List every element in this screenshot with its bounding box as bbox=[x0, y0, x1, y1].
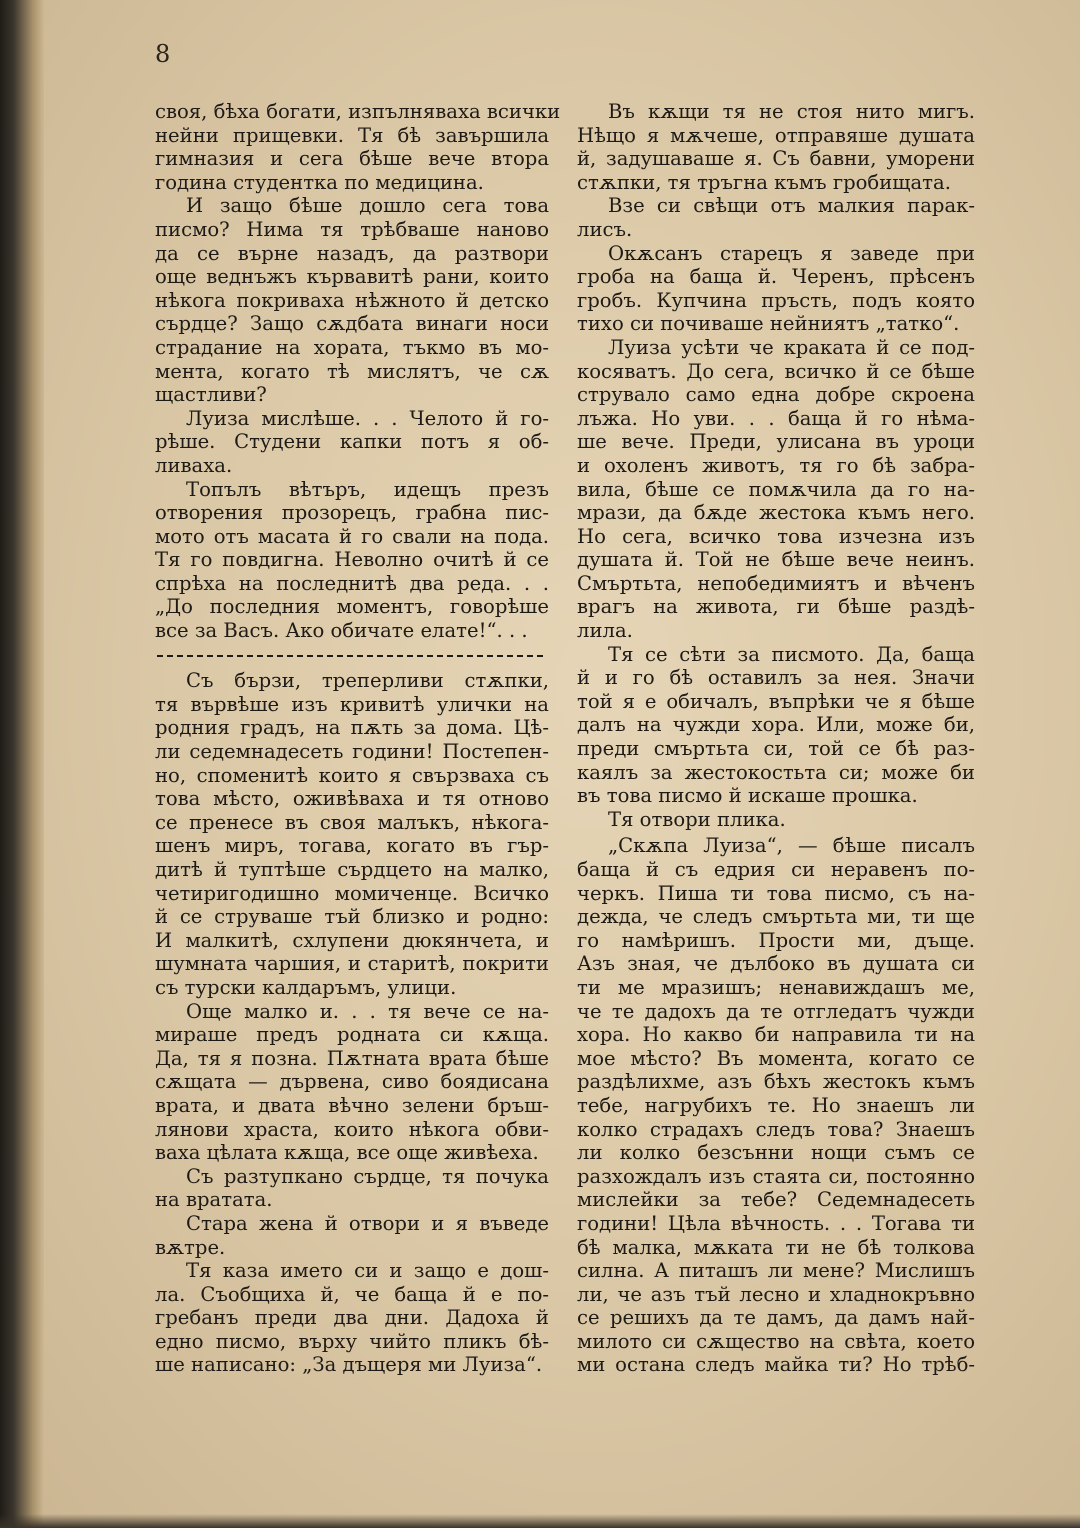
text-line: все за Васъ. Ако обичате елате!“. . . bbox=[155, 619, 528, 643]
text-line: баща й съ едрия си неравенъ по- bbox=[577, 858, 975, 881]
text-line: мислейки за тебе? Седемнадесеть bbox=[577, 1188, 975, 1212]
text-line: Азъ зная, че дълбоко въ душата си bbox=[577, 952, 975, 976]
text-line: мента, когато тѣ мислятъ, че сѫ bbox=[155, 359, 549, 383]
text-line: стѫпки, тя тръгна къмъ гробищата. bbox=[577, 170, 951, 194]
text-line: ли седемнадесеть години! Постепен- bbox=[155, 740, 549, 764]
text-line: й се струваше тъй близко и родно: bbox=[155, 905, 549, 929]
text-line: раздѣлихме, азъ бѣхъ жестокъ къмъ bbox=[577, 1070, 975, 1094]
text-line: черкъ. Пиша ти това писмо, съ на- bbox=[577, 881, 975, 905]
left-text-column bbox=[155, 100, 561, 1377]
text-line: Луиза мислѣше. . . Челото й го- bbox=[186, 406, 549, 430]
text-line: косяватъ. До сега, всичко й се бѣше bbox=[577, 359, 975, 383]
text-line: шенъ миръ, тогава, когато въ гър- bbox=[155, 834, 549, 858]
text-line: преди смъртьта си, той се бѣ раз- bbox=[577, 737, 975, 761]
text-line: Тя се сѣти за писмото. Да, баща bbox=[608, 642, 975, 666]
text-line: силна. А питашъ ли мене? Мислишъ bbox=[577, 1259, 975, 1283]
section-divider bbox=[155, 643, 549, 667]
text-line: И малкитѣ, схлупени дюкянчета, и bbox=[155, 928, 549, 952]
text-line: едно писмо, върху чийто пликъ бѣ- bbox=[155, 1329, 549, 1353]
text-line: лъжа. Но уви. . . баща й го нѣма- bbox=[577, 406, 975, 430]
text-line: че те дадохъ да те отгледатъ чужди bbox=[577, 999, 975, 1023]
text-line: бѣ малка, мѫката ти не бѣ толкова bbox=[577, 1235, 975, 1259]
text-line: Нѣщо я мѫчеше, отправяше душата bbox=[577, 123, 975, 147]
text-line: отворения прозорецъ, грабна пис- bbox=[155, 501, 549, 525]
text-line: ливаха. bbox=[155, 453, 233, 477]
text-line: Съ разтупкано сърдце, тя почука bbox=[186, 1164, 549, 1188]
text-line: хора. Но какво би направила ти на bbox=[577, 1023, 975, 1047]
text-line: гимназия и сега бѣше вече втора bbox=[155, 147, 549, 171]
text-line: четиригодишно момиченце. Всичко bbox=[155, 881, 549, 905]
text-line: душата й. Той не бѣше вече неинъ. bbox=[577, 548, 975, 572]
text-line: страдание на хората, тъкмо въ мо- bbox=[155, 335, 549, 359]
text-line: Окѫсанъ старецъ я заведе при bbox=[608, 241, 975, 265]
text-line: ше вече. Преди, улисана въ уроци bbox=[577, 430, 975, 454]
text-line: го намѣришъ. Прости ми, дъще. bbox=[577, 928, 975, 952]
text-line: тя вървѣше изъ кривитѣ улички на bbox=[155, 692, 549, 716]
text-line: „До последния моментъ, говорѣше bbox=[155, 595, 549, 619]
text-line: това мѣсто, оживѣваха и тя отново bbox=[155, 787, 549, 811]
text-line: гроба на баща й. Черенъ, прѣсенъ bbox=[577, 265, 975, 289]
text-line: каялъ за жестокостьта си; може би bbox=[577, 760, 975, 784]
text-line: писмо? Нима тя трѣбваше наново bbox=[155, 217, 549, 241]
text-line: вѫтре. bbox=[155, 1235, 226, 1259]
text-line: ла. Съобщиха й, че баща й е по- bbox=[155, 1282, 549, 1306]
text-line: той я е обичалъ, въпрѣки че я бѣше bbox=[577, 689, 975, 713]
text-line: още веднъжъ кървавитѣ рани, които bbox=[155, 265, 549, 289]
text-line: тебе, нагрубихъ те. Но знаешъ ли bbox=[577, 1093, 975, 1117]
text-line: И защо бѣше дошло сега това bbox=[186, 194, 549, 218]
text-line: врата, и двата вѣчно зелени бръш- bbox=[155, 1093, 549, 1117]
text-line: й и го бѣ оставилъ за нея. Значи bbox=[577, 666, 975, 690]
text-line: Още малко и. . . тя вече се на- bbox=[186, 999, 549, 1023]
text-line: Топълъ вѣтъръ, идещъ презъ bbox=[186, 477, 549, 501]
text-line: съ турски калдаръмъ, улици. bbox=[155, 975, 457, 999]
text-line: родния градъ, на пѫть за дома. Цѣ- bbox=[155, 716, 549, 740]
text-line: мираше предъ родната си кѫща. bbox=[155, 1023, 549, 1047]
text-line: й, задушаваше я. Съ бавни, уморени bbox=[577, 147, 975, 171]
text-line: гребанъ преди два дни. Дадоха й bbox=[155, 1306, 549, 1330]
text-line: години! Цѣла вѣчность. . . Тогава ти bbox=[577, 1211, 975, 1235]
text-line: Тя го повдигна. Неволно очитѣ й се bbox=[155, 548, 549, 572]
text-line: мото отъ масата й го свали на пода. bbox=[155, 524, 549, 548]
text-line: дежда, че следъ смъртьта ми, ти ще bbox=[577, 905, 975, 929]
text-line: гробъ. Купчина пръсть, подъ която bbox=[577, 288, 975, 312]
text-line: врагъ на живота, ги бѣше раздѣ- bbox=[577, 595, 975, 619]
text-line: на вратата. bbox=[155, 1188, 273, 1212]
text-line: ми остана следъ майка ти? Но трѣб- bbox=[577, 1353, 975, 1377]
text-line: ше написано: „За дъщеря ми Луиза“. bbox=[155, 1353, 543, 1377]
text-line: „Скѫпа Луиза“, — бѣше писалъ bbox=[608, 834, 975, 858]
text-line: милото си сѫщество на свѣта, което bbox=[577, 1329, 975, 1353]
text-line: ваха цѣлата кѫща, все още живѣеха. bbox=[155, 1141, 539, 1165]
text-line: мое мѣсто? Въ момента, когато се bbox=[577, 1046, 975, 1070]
text-line: и охоленъ животъ, тя го бѣ забра- bbox=[577, 453, 975, 477]
text-line: ли колко безсънни нощи съмъ се bbox=[577, 1141, 975, 1165]
text-line: нейни прищевки. Тя бѣ завършила bbox=[155, 123, 549, 147]
text-line: се пренесе въ своя малъкъ, нѣкога- bbox=[155, 810, 549, 834]
text-line: година студентка по медицина. bbox=[155, 170, 484, 194]
text-line: въ това писмо й искаше прошка. bbox=[577, 784, 918, 808]
text-line: своя, бѣха богати, изпълняваха всички bbox=[155, 100, 561, 123]
text-line: но, споменитѣ които я свързваха съ bbox=[155, 763, 549, 787]
text-line: лила. bbox=[577, 619, 633, 643]
text-line: вила, бѣше се помѫчила да го на- bbox=[577, 477, 975, 501]
text-line: нѣкога покриваха нѣжното й детско bbox=[155, 288, 549, 312]
right-text-column bbox=[577, 100, 975, 1377]
text-line: да се върне назадъ, да разтвори bbox=[155, 241, 549, 265]
text-line: ти ме мразишъ; ненавиждашъ ме, bbox=[577, 975, 975, 999]
text-line: спрѣха на последнитѣ два реда. . . bbox=[155, 571, 549, 595]
text-line: Взе си свѣщи отъ малкия парак- bbox=[608, 194, 975, 218]
text-line: Да, тя я позна. Пѫтната врата бѣше bbox=[155, 1046, 549, 1070]
text-line: Тя отвори плика. bbox=[608, 807, 786, 831]
text-line: Но сега, всичко това изчезна изъ bbox=[577, 524, 975, 548]
text-line: ли, че азъ тъй лесно и хладнокръвно bbox=[577, 1282, 975, 1306]
text-line: Тя каза името си и защо е дош- bbox=[186, 1259, 549, 1283]
text-line: дитѣ й туптѣше сърдцето на малко, bbox=[155, 858, 549, 881]
page-bottom-edge bbox=[0, 1514, 1080, 1528]
text-line: Съ бързи, треперливи стѫпки, bbox=[186, 669, 549, 693]
text-line: щастливи? bbox=[155, 383, 267, 407]
text-line: лисъ. bbox=[577, 217, 633, 241]
page-number: 8 bbox=[155, 40, 171, 68]
text-line: лянови храста, които нѣкога обви- bbox=[155, 1117, 549, 1141]
text-line: далъ на чужди хора. Или, може би, bbox=[577, 713, 975, 737]
text-line: Въ кѫщи тя не стоя нито мигъ. bbox=[608, 100, 975, 123]
text-line: тихо си почиваше нейниятъ „татко“. bbox=[577, 312, 960, 336]
text-line: Смъртьта, непобедимиятъ и вѣченъ bbox=[577, 571, 975, 595]
text-line: сѫщата — дървена, сиво боядисана bbox=[155, 1070, 549, 1094]
text-line: мрази, да бѫде жестока къмъ него. bbox=[577, 501, 975, 525]
text-line: шумната чаршия, и старитѣ, покрити bbox=[155, 952, 549, 976]
binding-edge bbox=[0, 0, 44, 1528]
text-line: струвало само една добре скроена bbox=[577, 383, 975, 407]
text-line: Луиза усѣти че краката й се под- bbox=[608, 335, 975, 359]
text-line: сърдце? Защо сѫдбата винаги носи bbox=[155, 312, 549, 336]
text-line: Стара жена й отвори и я въведе bbox=[186, 1211, 549, 1235]
text-line: рѣше. Студени капки потъ я об- bbox=[155, 430, 549, 454]
text-line: разхождалъ изъ стаята си, постоянно bbox=[577, 1164, 975, 1188]
text-line: колко страдахъ следъ това? Знаешъ bbox=[577, 1117, 975, 1141]
text-line: се решихъ да те дамъ, да дамъ най- bbox=[577, 1306, 975, 1330]
